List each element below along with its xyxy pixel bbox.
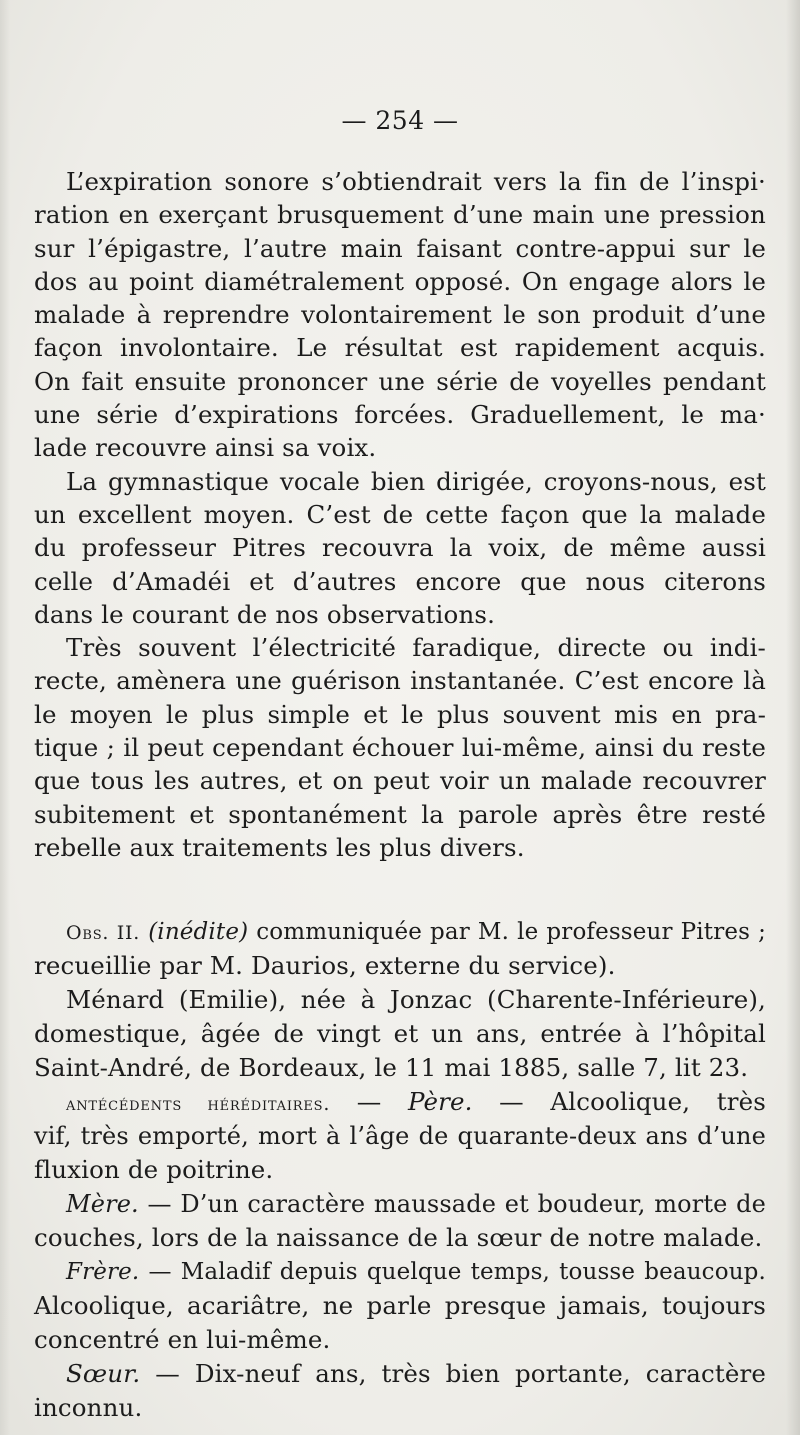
pere-text: Alcoolique, très (550, 1087, 766, 1116)
text-line: domestique, âgée de vingt et un ans, entrée à l’hôpital (34, 1019, 766, 1048)
inedite-label: (inédite) (148, 919, 249, 945)
text-line: inconnu. (34, 1393, 143, 1422)
text-line: du professeur Pitres recouvra la voix, de même aussi (34, 533, 766, 563)
text-line: ration en exerçant brusquement d’une main une pression (34, 200, 766, 230)
text-line: recte, amènera une guérison instantanée. C’est encore là (34, 666, 766, 696)
body-text-top (34, 165, 766, 864)
text-line: façon involontaire. Le résultat est rapidement acquis. (34, 333, 766, 363)
text-line: La gymnastique vocale bien dirigée, croyons-nous, est (66, 466, 766, 496)
mere-label: Mère. (66, 1190, 139, 1218)
frere-line (34, 1255, 766, 1289)
frere-text: Maladif depuis quelque temps, tousse beaucoup. (180, 1259, 766, 1285)
text-line: sur l’épigastre, l’autre main faisant contre-appui sur le (34, 233, 766, 263)
observation-source: communiquée par M. le professeur Pitres ; (248, 919, 766, 945)
text-line: Très souvent l’électricité faradique, directe ou indi- (66, 633, 766, 663)
text-line: lade recouvre ainsi sa voix. (34, 433, 377, 463)
em-dash: — (499, 1087, 524, 1116)
observation-section (34, 915, 766, 1425)
frere-label: Frère. (66, 1259, 140, 1285)
text-line: subitement et spontanément la parole après être resté (34, 799, 766, 829)
text-line: L’expiration sonore s’obtiendrait vers la fin de l’inspi· (66, 167, 766, 196)
antecedents-label: antécédents héréditaires. (66, 1093, 331, 1115)
text-line: le moyen le plus simple et le plus souvent mis en pra- (34, 699, 766, 729)
soeur-line (34, 1357, 766, 1391)
text-line: recueillie par M. Daurios, externe du service). (34, 951, 616, 980)
antecedents-heading-line (34, 1085, 766, 1119)
text-line: un excellent moyen. C’est de cette façon que la malade (34, 499, 766, 529)
text-line: Saint-André, de Bordeaux, le 11 mai 1885, salle 7, lit 23. (34, 1053, 749, 1082)
mere-text: D’un caractère maussade et boudeur, morte de (180, 1190, 767, 1218)
soeur-label: Sœur. (66, 1359, 141, 1388)
soeur-text: Dix-neuf ans, très bien portante, caractère (194, 1359, 766, 1388)
text-line: On fait ensuite prononcer une série de voyelles pendant (34, 366, 766, 396)
text-line: que tous les autres, et on peut voir un malade recouvrer (34, 766, 766, 796)
observation-heading-line (34, 915, 766, 949)
page-edge-right (786, 0, 800, 1435)
em-dash: — (155, 1359, 180, 1388)
text-line: une série d’expirations forcées. Graduellement, le ma· (34, 400, 766, 430)
text-line: Ménard (Emilie), née à Jonzac (Charente-Inférieure), (66, 985, 766, 1014)
text-line: dos au point diamétralement opposé. On engage alors le (34, 266, 766, 296)
text-line: celle d’Amadéi et d’autres encore que nous citerons (34, 566, 766, 596)
page-edge-left (0, 0, 10, 1435)
pere-label: Père. (407, 1087, 473, 1116)
text-line: vif, très emporté, mort à l’âge de quarante-deux ans d’une (34, 1122, 766, 1150)
page-number: — 254 — (341, 106, 459, 135)
text-line: tique ; il peut cependant échouer lui-même, ainsi du reste (34, 733, 766, 763)
text-line: Alcoolique, acariâtre, ne parle presque jamais, toujours (34, 1291, 766, 1320)
observation-label: Obs. II. (66, 922, 141, 944)
em-dash: — (147, 1190, 172, 1218)
text-line: concentré en lui-même. (34, 1325, 331, 1354)
text-line: fluxion de poitrine. (34, 1155, 274, 1184)
text-line: rebelle aux traitements les plus divers. (34, 832, 525, 862)
text-line: dans le courant de nos observations. (34, 599, 496, 629)
text-line: couches, lors de la naissance de la sœur de notre malade. (34, 1223, 763, 1252)
em-dash: — (148, 1259, 172, 1285)
text-line: malade à reprendre volontairement le son produit d’une (34, 300, 766, 330)
mere-line (34, 1187, 766, 1221)
em-dash: — (356, 1087, 382, 1116)
